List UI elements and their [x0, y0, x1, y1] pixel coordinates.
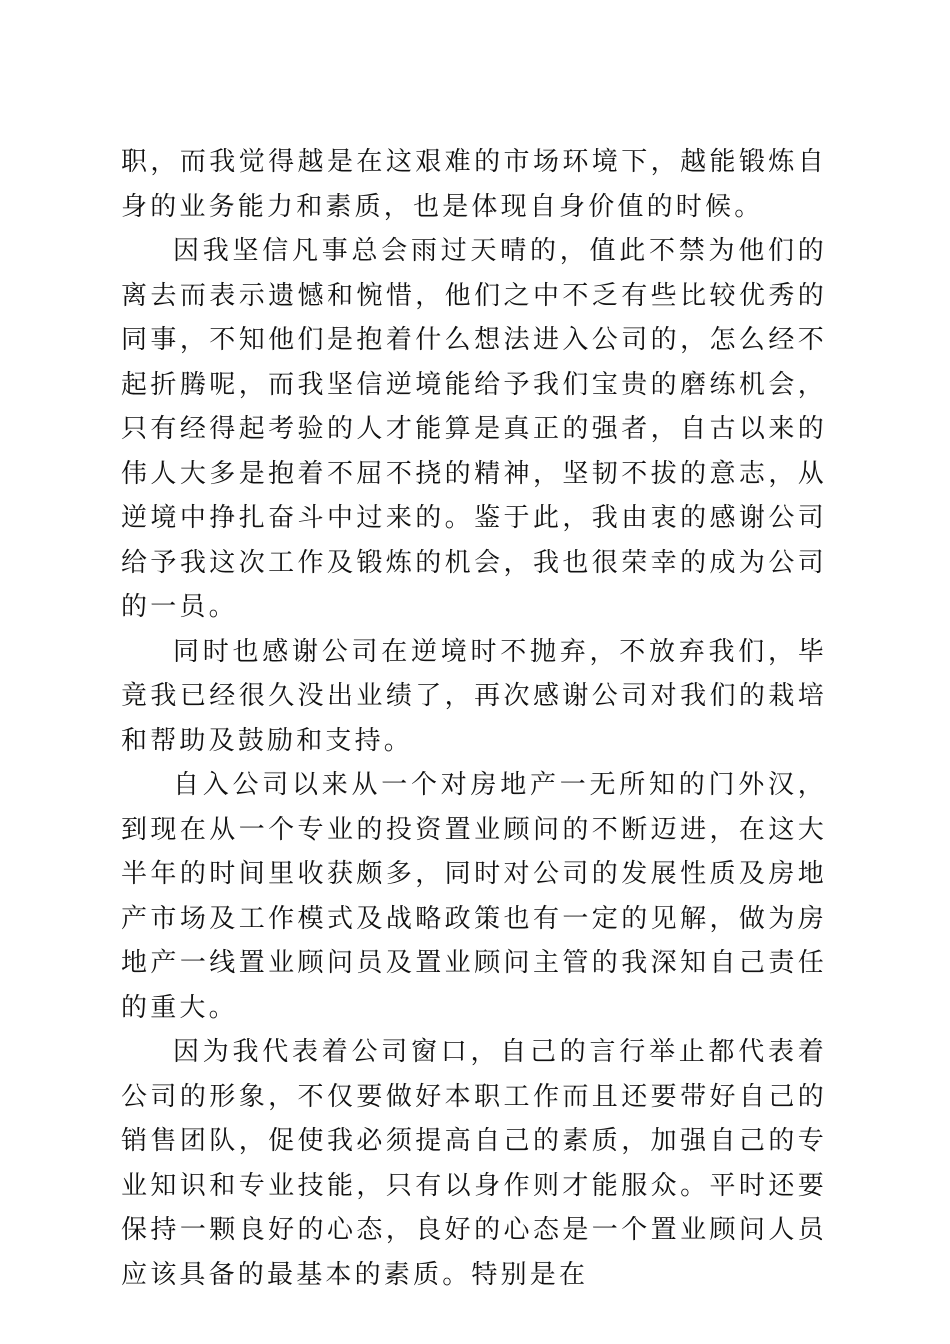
paragraph-continuation: 职，而我觉得越是在这艰难的市场环境下，越能锻炼自身的业务能力和素质，也是体现自身价值的时候。 [121, 147, 827, 222]
paragraph: 因我坚信凡事总会雨过天晴的，值此不禁为他们的离去而表示遗憾和惋惜，他们之中不乏有些比较优秀的同事，不知他们是抱着什么想法进入公司的，怎么经不起折腾呢，而我坚信逆境能给予我们宝贵的磨练机会，只有经得起考验的人才能算是真正的强者，自古以来的伟人大多是抱着不屈不挠的精神，坚韧不拔的意志，从逆境中挣扎奋斗中过来的。鉴于此，我由衷的感谢公司给予我这次工作及锻炼的机会，我也很荣幸的成为公司的一员。 [121, 236, 827, 622]
paragraph: 因为我代表着公司窗口，自己的言行举止都代表着公司的形象，不仅要做好本职工作而且还要带好自己的销售团队，促使我必须提高自己的素质，加强自己的专业知识和专业技能，只有以身作则才能服众。平时还要保持一颗良好的心态，良好的心态是一个置业顾问人员应该具备的最基本的素质。特别是在 [121, 1037, 827, 1290]
document-body [121, 140, 827, 1297]
paragraph: 自入公司以来从一个对房地产一无所知的门外汉，到现在从一个专业的投资置业顾问的不断迈进，在这大半年的时间里收获颇多，同时对公司的发展性质及房地产市场及工作模式及战略政策也有一定的见解，做为房地产一线置业顾问员及置业顾问主管的我深知自己责任的重大。 [121, 770, 827, 1023]
paragraph: 同时也感谢公司在逆境时不抛弃，不放弃我们，毕竟我已经很久没出业绩了，再次感谢公司对我们的栽培和帮助及鼓励和支持。 [121, 636, 827, 756]
